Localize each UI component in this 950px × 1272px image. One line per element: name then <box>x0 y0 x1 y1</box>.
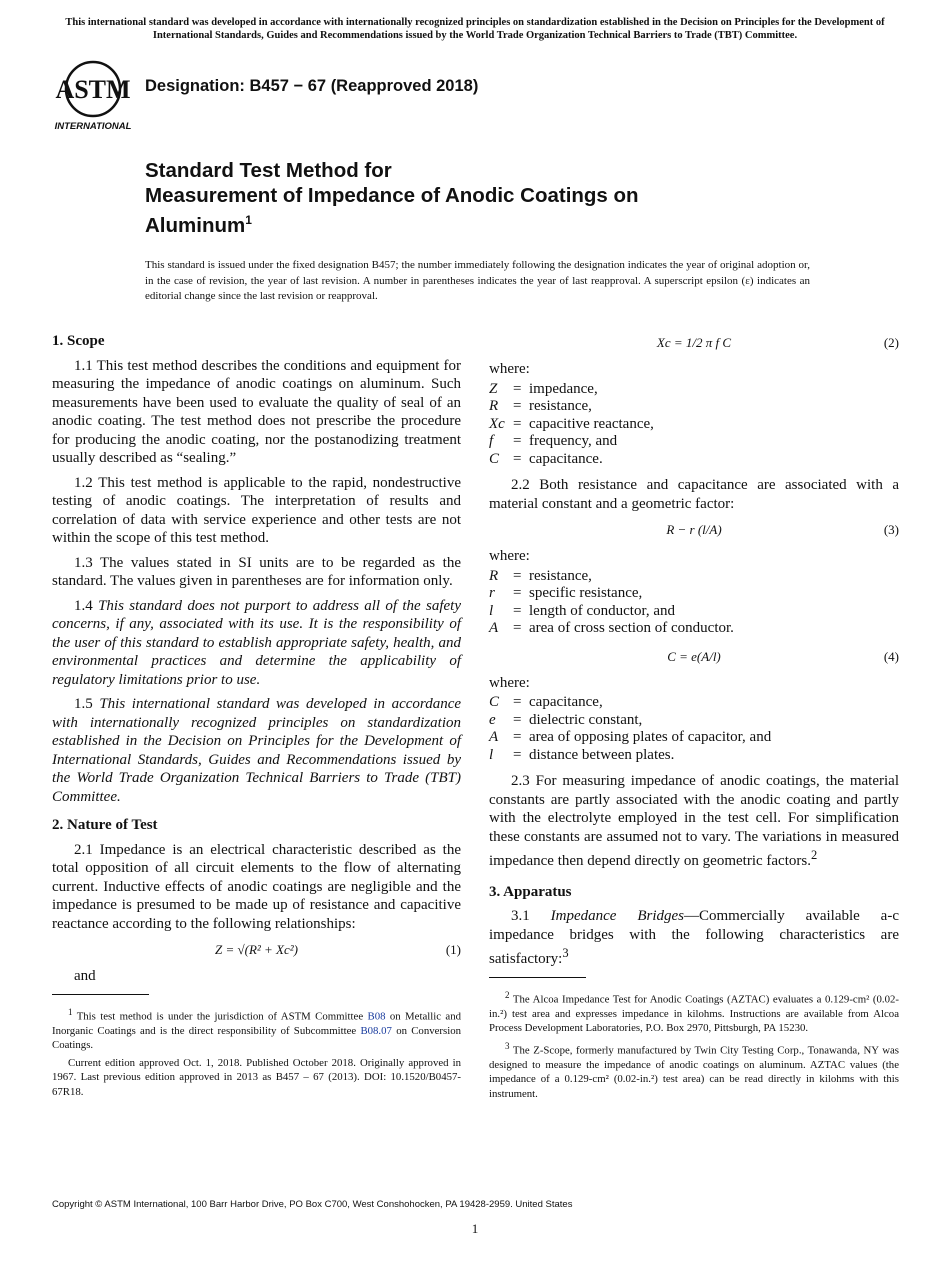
definition-row <box>489 712 899 730</box>
para-1-4 <box>52 597 461 690</box>
definition-equals: = <box>513 620 522 636</box>
footnote-3-number: 3 <box>505 1040 510 1051</box>
definitions-eq2 <box>489 381 899 469</box>
section-1-heading: 1. Scope <box>52 333 105 349</box>
definition-equals: = <box>513 602 522 619</box>
definition-equals: = <box>513 711 522 728</box>
footnote-1-number: 1 <box>68 1006 73 1017</box>
para-3-1-number: 3.1 <box>511 908 530 924</box>
equation-2 <box>489 332 899 354</box>
definition-row <box>489 603 899 621</box>
para-1-3: 1.3 The values stated in SI units are to be regarded as the standard. The values given in parentheses are for information only. <box>52 554 461 589</box>
para-1-5 <box>52 695 461 806</box>
copyright-footer: Copyright © ASTM International, 100 Barr Harbor Drive, PO Box C700, West Conshohocken, PA 19428-2959. United States <box>52 1199 573 1210</box>
para-1-4-text: This standard does not purport to address all of the safety concerns, if any, associated with its use. It is the responsibility of the user of this standard to establish appropriate safety, health, and environmental practices and determine the applicability of regulatory limitations prior to use. <box>52 597 462 688</box>
definition-symbol: Z <box>489 380 498 397</box>
definition-row <box>489 620 899 638</box>
equation-2-formula: Xc = 1/2 π f C <box>656 335 732 350</box>
definition-text: capacitance. <box>529 450 603 467</box>
definition-text: resistance, <box>529 567 592 584</box>
page-number: 1 <box>471 1221 479 1236</box>
footnote-1-text-b: on Metallic and Inorganic Coatings and is the direct responsibility of Subcommittee <box>52 1010 461 1037</box>
committee-b08-link[interactable]: B08 <box>367 1010 386 1023</box>
definition-symbol: A <box>489 729 499 745</box>
definition-text: distance between plates. <box>529 746 675 763</box>
title-line-2: Measurement of Impedance of Anodic Coatings on <box>145 184 639 207</box>
definition-equals: = <box>513 729 522 745</box>
definition-symbol: A <box>489 620 499 636</box>
footnote-3 <box>489 1039 899 1102</box>
para-2-3-text: 2.3 For measuring impedance of anodic coatings, the material constants are partly associated with the anodic coating and partly with the electrolyte employed in the test cell. For simplification these constants are assumed not to vary. The variations in measured impedance then depend directly on geometric factors. <box>489 773 899 869</box>
para-3-1-term: Impedance Bridges <box>550 908 684 924</box>
footnote-3-ref: 3 <box>562 946 569 960</box>
definition-symbol: l <box>489 602 494 619</box>
definition-text: specific resistance, <box>529 585 643 601</box>
footnote-1-text-c: on Conversion Coatings. <box>52 1024 462 1052</box>
and-text: and <box>74 968 96 984</box>
logo-subtext: INTERNATIONAL <box>54 121 132 132</box>
definition-symbol: l <box>489 746 494 763</box>
para-1-2: 1.2 This test method is applicable to the rapid, nondestructive testing of anodic coatings. The interpretation of results and correlation of data with service experience and other tests are not within the scope of this test method. <box>52 474 461 546</box>
equation-3-formula: R − r (l/A) <box>666 522 722 537</box>
definition-symbol: R <box>489 567 499 584</box>
footnotes-left <box>52 1005 461 1100</box>
tbt-banner: This international standard was developed in accordance with internationally recognized principles on standardization established in the Decision on Principles for the Development of International Standards, Guides and Recommendations issued by the World Trade Organization Technical Barriers to Trade (TBT) Committee. <box>65 17 885 41</box>
definition-equals: = <box>513 433 522 449</box>
definition-symbol: Xc <box>489 415 505 432</box>
equation-1 <box>52 939 461 961</box>
edition-note: Current edition approved Oct. 1, 2018. Published October 2018. Originally approved in 1967. Last previous edition approved in 2013 as B457 – 67 (2013). DOI: 10.1520/B0457-67R18. <box>52 1056 461 1098</box>
definition-symbol: R <box>489 398 499 414</box>
footnotes-right <box>489 988 899 1102</box>
footnote-2-number: 2 <box>505 989 510 1000</box>
definition-symbol: r <box>489 585 495 601</box>
definition-row <box>489 568 899 586</box>
title-footnote-ref: 1 <box>245 213 252 227</box>
equation-1-number: (1) <box>445 942 461 957</box>
footnote-3-text: The Z-Scope, formerly manufactured by Twin City Testing Corp., Tonawanda, NY was designed to measure the impedance of anodic coatings on aluminum. AZTAC values (the impedance of a 0.129-cm² (0.02-in.²) test area) can be read directly in kilohms with this instrument. <box>489 1044 899 1100</box>
definition-text: area of opposing plates of capacitor, and <box>529 729 772 745</box>
definition-row <box>489 433 899 451</box>
equation-3 <box>489 519 899 541</box>
para-2-1: 2.1 Impedance is an electrical characteristic described as the total opposition of all circuit elements to the flow of alternating current. Inductive effects of anodic coatings are negligible and the impedance is presumed to be made up of resistance and capacitive reactance according to the following relationships: <box>52 841 461 932</box>
equation-2-number: (2) <box>883 335 899 350</box>
definition-row <box>489 694 899 712</box>
definition-row <box>489 747 899 765</box>
definition-text: capacitance, <box>529 694 603 710</box>
definition-equals: = <box>513 567 522 584</box>
footnote-2 <box>489 988 899 1036</box>
equation-1-formula: Z = √(R² + Xc²) <box>214 942 298 957</box>
definition-equals: = <box>513 746 522 763</box>
definition-equals: = <box>513 694 522 710</box>
definition-row <box>489 398 899 416</box>
subcommittee-b08-07-link[interactable]: B08.07 <box>360 1024 392 1037</box>
section-3-heading: 3. Apparatus <box>489 883 572 900</box>
equation-3-number: (3) <box>883 522 899 537</box>
definition-row <box>489 381 899 399</box>
definition-text: capacitive reactance, <box>529 415 654 432</box>
definition-symbol: C <box>489 450 500 467</box>
equation-4-formula: C = e(A/l) <box>667 648 721 664</box>
title-line-1: Standard Test Method for <box>145 159 392 182</box>
para-2-2: 2.2 Both resistance and capacitance are associated with a material constant and a geometric factor: <box>489 477 899 512</box>
where-label-1: where: <box>489 361 530 377</box>
definition-symbol: C <box>489 694 500 710</box>
definition-text: impedance, <box>529 380 598 397</box>
para-1-5-text: This international standard was developed in accordance with internationally recognized principles on standardization established in the Decision on Principles for the Development of International Standards, Guides and Recommendations issued by the World Trade Organization Technical Barriers to Trade (TBT) Committee. <box>52 696 462 805</box>
definition-symbol: e <box>489 711 496 728</box>
footnote-2-text: The Alcoa Impedance Test for Anodic Coatings (AZTAC) evaluates a 0.129-cm² (0.02-in.²) test area and expresses impedance in kilohms. Instructions are available from Alcoa Process Development Laboratories, P.O. Box 2970, Pittsburgh, PA 15230. <box>489 993 899 1035</box>
where-label-3: where: <box>489 674 530 691</box>
logo-text: ASTM <box>55 75 131 104</box>
right-column <box>489 332 899 1104</box>
definitions-eq3 <box>489 568 899 638</box>
definition-symbol: f <box>489 433 494 449</box>
definition-text: resistance, <box>529 398 592 414</box>
definition-text: length of conductor, and <box>529 602 676 619</box>
definition-equals: = <box>513 585 522 601</box>
footnote-rule <box>52 994 149 995</box>
footnote-2-ref: 2 <box>810 848 818 862</box>
para-3-1-text: —Commercially available a-c impedance bridges with the following characteristics are satisfactory: <box>489 908 899 967</box>
definition-row <box>489 416 899 434</box>
astm-logo-icon <box>52 58 134 132</box>
where-label-2: where: <box>489 548 530 564</box>
left-column <box>52 332 461 1102</box>
para-3-1 <box>489 907 899 969</box>
definition-equals: = <box>513 398 522 414</box>
definition-equals: = <box>513 415 522 432</box>
definition-equals: = <box>513 380 522 397</box>
section-2-heading: 2. Nature of Test <box>52 817 158 833</box>
designation: Designation: B457 − 67 (Reapproved 2018) <box>145 77 479 95</box>
definition-text: dielectric constant, <box>529 711 643 728</box>
footnote-1 <box>52 1005 461 1053</box>
para-1-1: 1.1 This test method describes the conditions and equipment for measuring the impedance of anodic coatings on aluminum. Such measurements have been used to evaluate the quality of seal of an anodic coating. The test method does not prescribe the procedure for producing the anodic coating, nor the postanodizing treatment usually described as “sealing.” <box>52 357 461 466</box>
definition-row <box>489 451 899 469</box>
document-title <box>145 158 639 238</box>
definition-text: area of cross section of conductor. <box>529 620 734 636</box>
equation-4-number: (4) <box>883 648 899 664</box>
para-1-5-number: 1.5 <box>74 696 93 712</box>
title-line-3: Aluminum <box>145 213 246 237</box>
footnote-1-text-a: This test method is under the jurisdiction of ASTM Committee <box>76 1010 364 1023</box>
definitions-eq4 <box>489 694 899 764</box>
definition-row <box>489 729 899 747</box>
definition-text: frequency, and <box>529 433 618 449</box>
issuance-notice: This standard is issued under the fixed designation B457; the number immediately following the designation indicates the year of original adoption or, in the case of revision, the year of last revision. A number in parentheses indicates the year of last reapproval. A superscript epsilon (ε) indicates an editorial change since the last revision or reapproval. <box>145 259 810 302</box>
definition-equals: = <box>513 450 522 467</box>
para-1-4-number: 1.4 <box>74 597 93 614</box>
footnote-rule-right <box>489 977 586 978</box>
para-2-3 <box>489 772 899 871</box>
definition-row <box>489 585 899 603</box>
equation-4 <box>489 646 899 668</box>
